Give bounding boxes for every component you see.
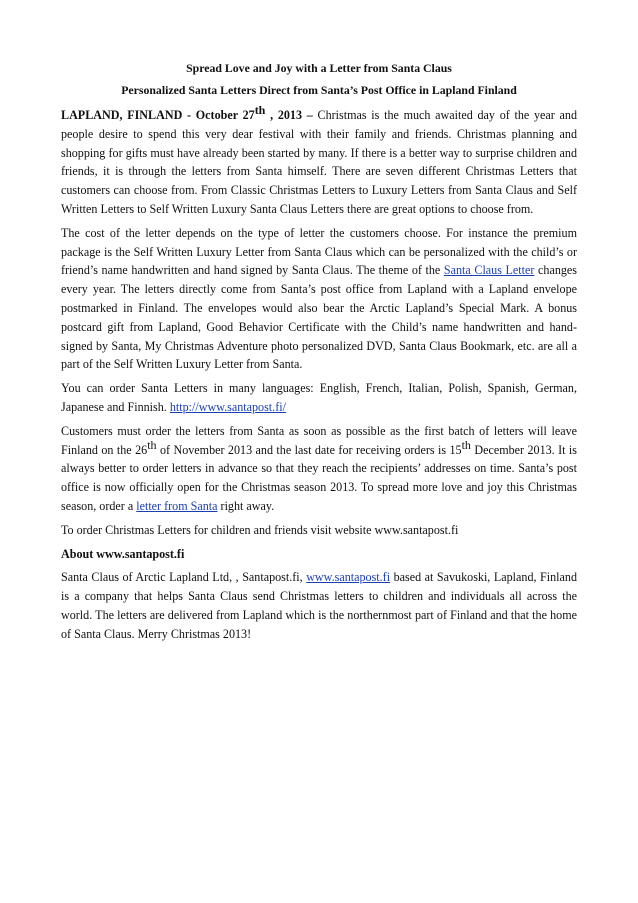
paragraph-order-dates bbox=[61, 422, 577, 516]
santa-claus-letter-link[interactable]: Santa Claus Letter bbox=[443, 263, 535, 278]
about-text-b: based at Savukoski, Lapland, Finland is a company that helps Santa Claus send Christmas letters to children and individuals all across the world. The letters are delivered from Lapland which is the northernmost part of Finland and that the home of Santa Claus. Merry Christmas 2013! bbox=[61, 570, 577, 641]
cost-text-b: changes every year. The letters directly come from Santa’s post office from Lapland with a Lapland envelope postmarked in Finland. The envelopes would also bear the Arctic Lapland’s Special Mark. A bonus postcard gift from Lapland, Good Behavior Certificate with the Child’s name handwritten and hand-signed by Santa, My Christmas Adventure photo personalized DVD, Santa Claus Bookmark, etc. are all a part of the Self Written Luxury Letter from Santa. bbox=[61, 263, 577, 372]
paragraph-about bbox=[61, 568, 577, 643]
intro-text: Christmas is the much awaited day of the year and people desire to spend this very dear festival with their family and friends. Christmas planning and shopping for gifts must have already been started by many. If there is a better way to surprise children and friends, it is through the letters from Santa himself. There are seven different Christmas Letters that customers can choose from. From Classic Christmas Letters to Luxury Letters from Santa Claus and Self Written Letters to Self Written Luxury Santa Claus Letters there are great options to choose from. bbox=[61, 108, 577, 216]
order-text-a: Customers must order the letters from Santa as soon as possible as the first batch of letters will leave Finland on the 26 bbox=[61, 423, 577, 457]
page-title: Spread Love and Joy with a Letter from Santa Claus bbox=[186, 61, 452, 75]
paragraph-visit-website: To order Christmas Letters for children and friends visit website www.santapost.fi bbox=[61, 522, 459, 537]
dateline bbox=[61, 103, 313, 122]
languages-text: You can order Santa Letters in many languages: English, French, Italian, Polish, Spanish, German, Japanese and Finnish. bbox=[61, 381, 577, 414]
order-text-d: right away. bbox=[217, 498, 275, 513]
dateline-superscript: th bbox=[254, 103, 266, 117]
page-subtitle: Personalized Santa Letters Direct from Santa’s Post Office in Lapland Finland bbox=[121, 83, 517, 97]
paragraph-languages bbox=[61, 379, 577, 417]
paragraph-intro bbox=[61, 103, 577, 219]
about-text-a: Santa Claus of Arctic Lapland Ltd, , Santapost.fi, bbox=[61, 570, 307, 585]
order-text-c: December 2013. It is always better to order letters in advance so that they reach the recipients’ addresses on time. Santa’s post office is now officially open for the Christmas season 2013. To spread more love and joy this Christmas season, order a bbox=[61, 442, 577, 513]
dateline-year: , 2013 – bbox=[265, 108, 313, 122]
santapost-url-link[interactable]: http://www.santapost.fi/ bbox=[169, 399, 286, 414]
about-heading: About www.santapost.fi bbox=[61, 546, 185, 561]
dateline-text: LAPLAND, FINLAND - October 27 bbox=[61, 108, 255, 122]
order-text-b: of November 2013 and the last date for receiving orders is 15 bbox=[156, 442, 462, 457]
santapost-www-link[interactable]: www.santapost.fi bbox=[306, 570, 391, 585]
order-sup-1: th bbox=[147, 437, 157, 452]
paragraph-cost bbox=[61, 224, 577, 374]
order-sup-2: th bbox=[461, 437, 471, 452]
cost-text-a: The cost of the letter depends on the type of letter the customers choose. For instance the premium package is the Self Written Luxury Letter from Santa Claus which can be personalized with the child’s or friend’s name handwritten and hand signed by Santa Claus. The theme of the bbox=[61, 225, 577, 278]
letter-from-santa-link[interactable]: letter from Santa bbox=[136, 498, 218, 513]
